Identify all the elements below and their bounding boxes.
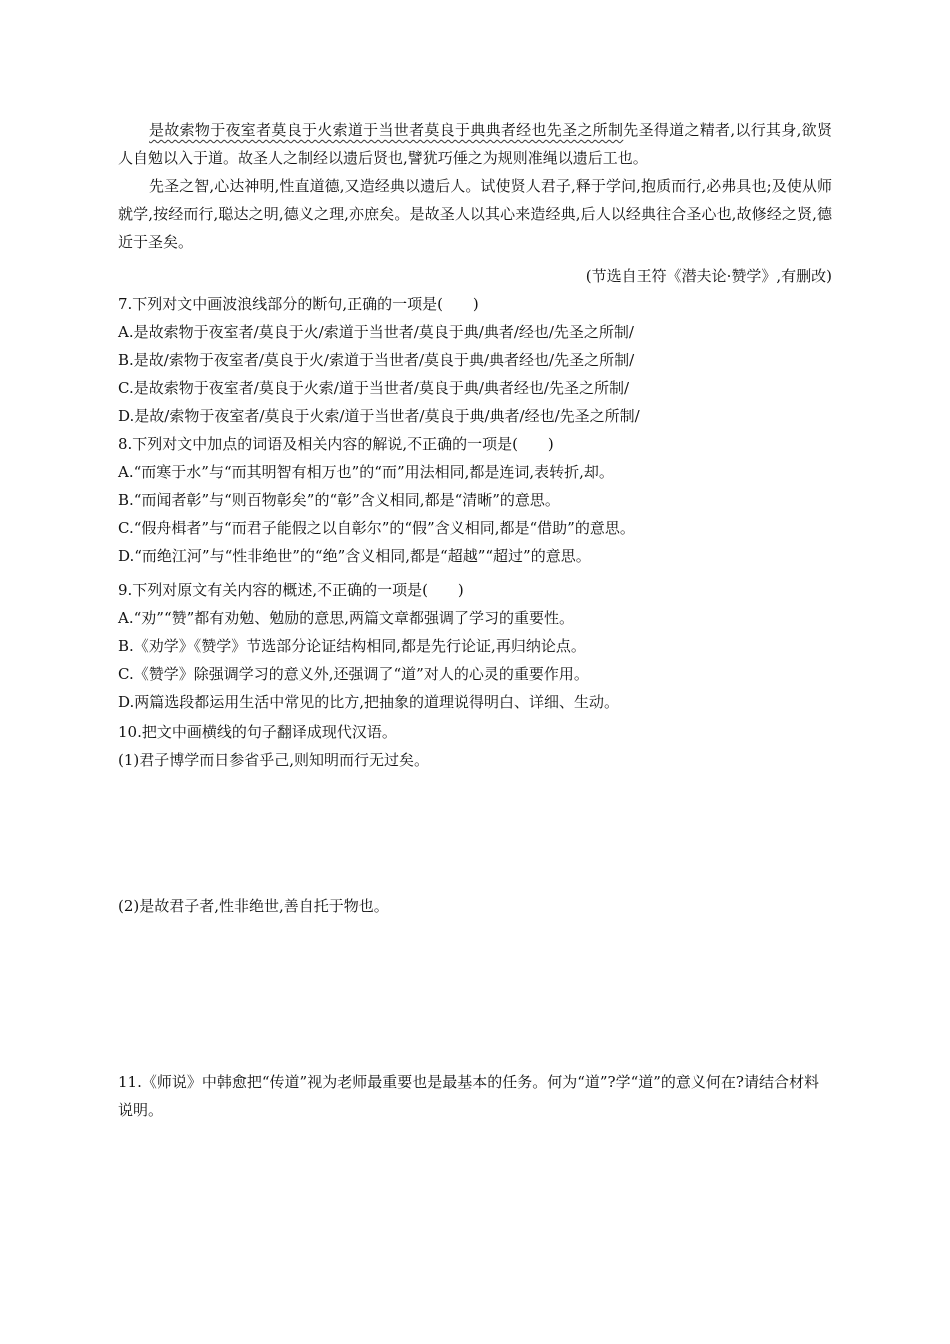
source-citation: (节选自王符《潜夫论·赞学》,有删改): [585, 267, 832, 285]
question-10-sub-1: (1)君子博学而日参省乎己,则知明而行无过矣。: [118, 751, 430, 769]
question-7-stem: 7.下列对文中画波浪线部分的断句,正确的一项是( ): [118, 295, 479, 313]
question-8-option-b: B.“而闻者彰”与“则百物彰矣”的“彰”含义相同,都是“清晰”的意思。: [118, 491, 560, 509]
question-7-option-c: C.是故索物于夜室者/莫良于火索/道于当世者/莫良于典/典者经也/先圣之所制/: [118, 379, 630, 397]
question-8-option-a: A.“而寒于水”与“而其明智有相万也”的“而”用法相同,都是连词,表转折,却。: [118, 463, 614, 481]
question-8-stem: 8.下列对文中加点的词语及相关内容的解说,不正确的一项是( ): [118, 435, 554, 453]
wavy-underlined-sentence: 是故索物于夜室者莫良于火索道于当世者莫良于典典者经也先圣之所制: [149, 121, 624, 139]
question-7-option-a: A.是故索物于夜室者/莫良于火/索道于当世者/莫良于典/典者/经也/先圣之所制/: [118, 323, 634, 341]
question-8-option-d: D.“而绝江河”与“性非绝世”的“绝”含义相同,都是“超越”“超过”的意思。: [118, 547, 591, 565]
passage-paragraph-1-rest: 先圣得道之精者,以行其身,欲贤人自勉以入于道。故圣人之制经以遗后贤也,譬犹巧倕之为规则准绳以遗后工也。: [118, 121, 832, 167]
passage-paragraph-1: [118, 116, 832, 172]
question-7-option-b: B.是故/索物于夜室者/莫良于火/索道于当世者/莫良于典/典者经也/先圣之所制/: [118, 351, 635, 369]
question-7-option-d: D.是故/索物于夜室者/莫良于火索/道于当世者/莫良于典/典者/经也/先圣之所制/: [118, 407, 640, 425]
question-8-option-c: C.“假舟楫者”与“而君子能假之以自彰尔”的“假”含义相同,都是“借助”的意思。: [118, 519, 635, 537]
passage-paragraph-2: 先圣之智,心达神明,性直道德,又造经典以遗后人。试使贤人君子,释于学问,抱质而行,必弗具也;及使从师就学,按经而行,聪达之明,德义之理,亦庶矣。是故圣人以其心来造经典,后人以经典往合圣心也,故修经之贤,德近于圣矣。: [118, 177, 832, 251]
question-9-option-c: C.《赞学》除强调学习的意义外,还强调了“道”对人的心灵的重要作用。: [118, 665, 589, 683]
question-9-stem: 9.下列对原文有关内容的概述,不正确的一项是( ): [118, 581, 464, 599]
question-9-option-a: A.“劝”“赞”都有劝勉、勉励的意思,两篇文章都强调了学习的重要性。: [118, 609, 575, 627]
question-10-stem: 10.把文中画横线的句子翻译成现代汉语。: [118, 723, 397, 741]
question-9-option-d: D.两篇选段都运用生活中常见的比方,把抽象的道理说得明白、详细、生动。: [118, 693, 620, 711]
question-11-stem: 11.《师说》中韩愈把“传道”视为老师最重要也是最基本的任务。何为“道”?学“道”的意义何在?请结合材料说明。: [118, 1073, 819, 1119]
question-9-option-b: B.《劝学》《赞学》节选部分论证结构相同,都是先行论证,再归纳论点。: [118, 637, 586, 655]
question-10-sub-2: (2)是故君子者,性非绝世,善自托于物也。: [118, 897, 389, 915]
